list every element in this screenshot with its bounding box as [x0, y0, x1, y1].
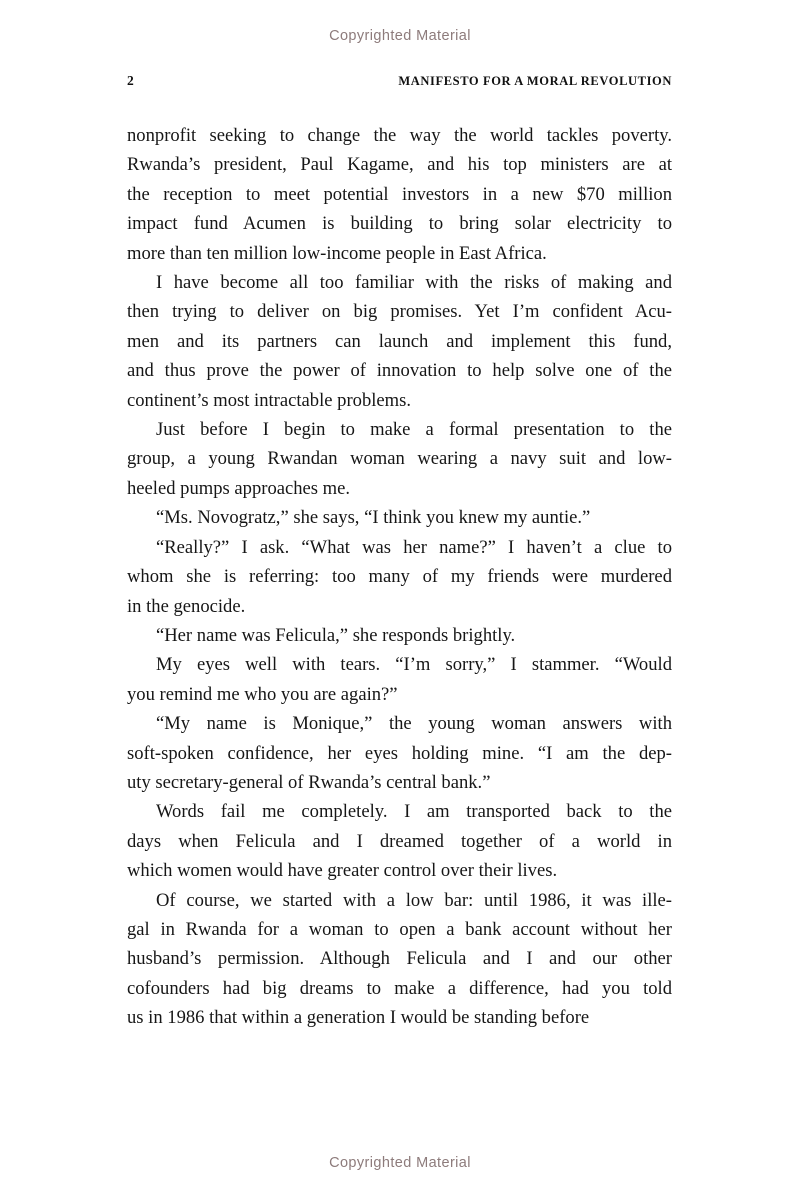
- text-line: husband’s permission. Although Felicula and I and our other: [127, 948, 672, 970]
- text-line: Words fail me completely. I am transported back to the: [156, 801, 672, 823]
- text-line: then trying to deliver on big promises. Yet I’m confident Acu-: [127, 301, 672, 323]
- text-line: “Her name was Felicula,” she responds brightly.: [156, 624, 516, 646]
- text-line: impact fund Acumen is building to bring solar electricity to: [127, 213, 672, 235]
- text-line: continent’s most intractable problems.: [127, 389, 412, 411]
- text-line: I have become all too familiar with the risks of making and: [156, 272, 672, 294]
- text-line: “Really?” I ask. “What was her name?” I haven’t a clue to: [156, 536, 672, 558]
- text-line: men and its partners can launch and implement this fund,: [127, 330, 672, 352]
- text-line: group, a young Rwandan woman wearing a navy suit and low-: [127, 448, 672, 470]
- text-line: Rwanda’s president, Paul Kagame, and his top ministers are at: [127, 154, 672, 176]
- paragraph: [127, 650, 672, 709]
- text-line: the reception to meet potential investors in a new $70 million: [127, 183, 672, 205]
- text-line: “Ms. Novogratz,” she says, “I think you knew my auntie.”: [156, 507, 591, 529]
- paragraph: [127, 415, 672, 503]
- paragraph: [127, 533, 672, 621]
- body-text: [127, 121, 672, 1033]
- copyright-notice-top: Copyrighted Material: [329, 28, 471, 44]
- text-line: heeled pumps approaches me.: [127, 477, 351, 499]
- text-line: nonprofit seeking to change the way the world tackles poverty.: [127, 125, 672, 146]
- text-line: days when Felicula and I dreamed together of a world in: [127, 830, 672, 852]
- paragraph: [127, 709, 672, 797]
- paragraph: [127, 268, 672, 415]
- text-line: “My name is Monique,” the young woman answers with: [156, 713, 672, 735]
- text-line: you remind me who you are again?”: [127, 683, 398, 705]
- text-line: cofounders had big dreams to make a difference, had you told: [127, 977, 672, 999]
- text-line: Just before I begin to make a formal presentation to the: [156, 419, 672, 441]
- running-title: MANIFESTO FOR A MORAL REVOLUTION: [398, 74, 672, 88]
- text-line: us in 1986 that within a generation I would be standing before: [127, 1007, 590, 1029]
- page-header: [127, 73, 672, 89]
- text-line: gal in Rwanda for a woman to open a bank account without her: [127, 918, 672, 940]
- paragraph: [127, 503, 672, 532]
- text-line: whom she is referring: too many of my friends were murdered: [127, 566, 672, 588]
- page-number: 2: [127, 73, 134, 88]
- paragraph: [127, 797, 672, 885]
- text-line: Of course, we started with a low bar: until 1986, it was ille-: [156, 889, 672, 911]
- text-line: soft-spoken confidence, her eyes holding mine. “I am the dep-: [127, 742, 672, 764]
- text-line: more than ten million low-income people in East Africa.: [127, 242, 547, 264]
- paragraph: [127, 886, 672, 1033]
- paragraph: [127, 121, 672, 268]
- text-line: in the genocide.: [127, 595, 246, 617]
- paragraph: [127, 621, 672, 650]
- text-line: uty secretary-general of Rwanda’s central bank.”: [127, 771, 491, 793]
- text-line: which women would have greater control over their lives.: [127, 860, 558, 882]
- text-line: and thus prove the power of innovation to help solve one of the: [127, 360, 672, 382]
- copyright-notice-bottom: Copyrighted Material: [329, 1155, 471, 1171]
- text-line: My eyes well with tears. “I’m sorry,” I stammer. “Would: [156, 654, 672, 676]
